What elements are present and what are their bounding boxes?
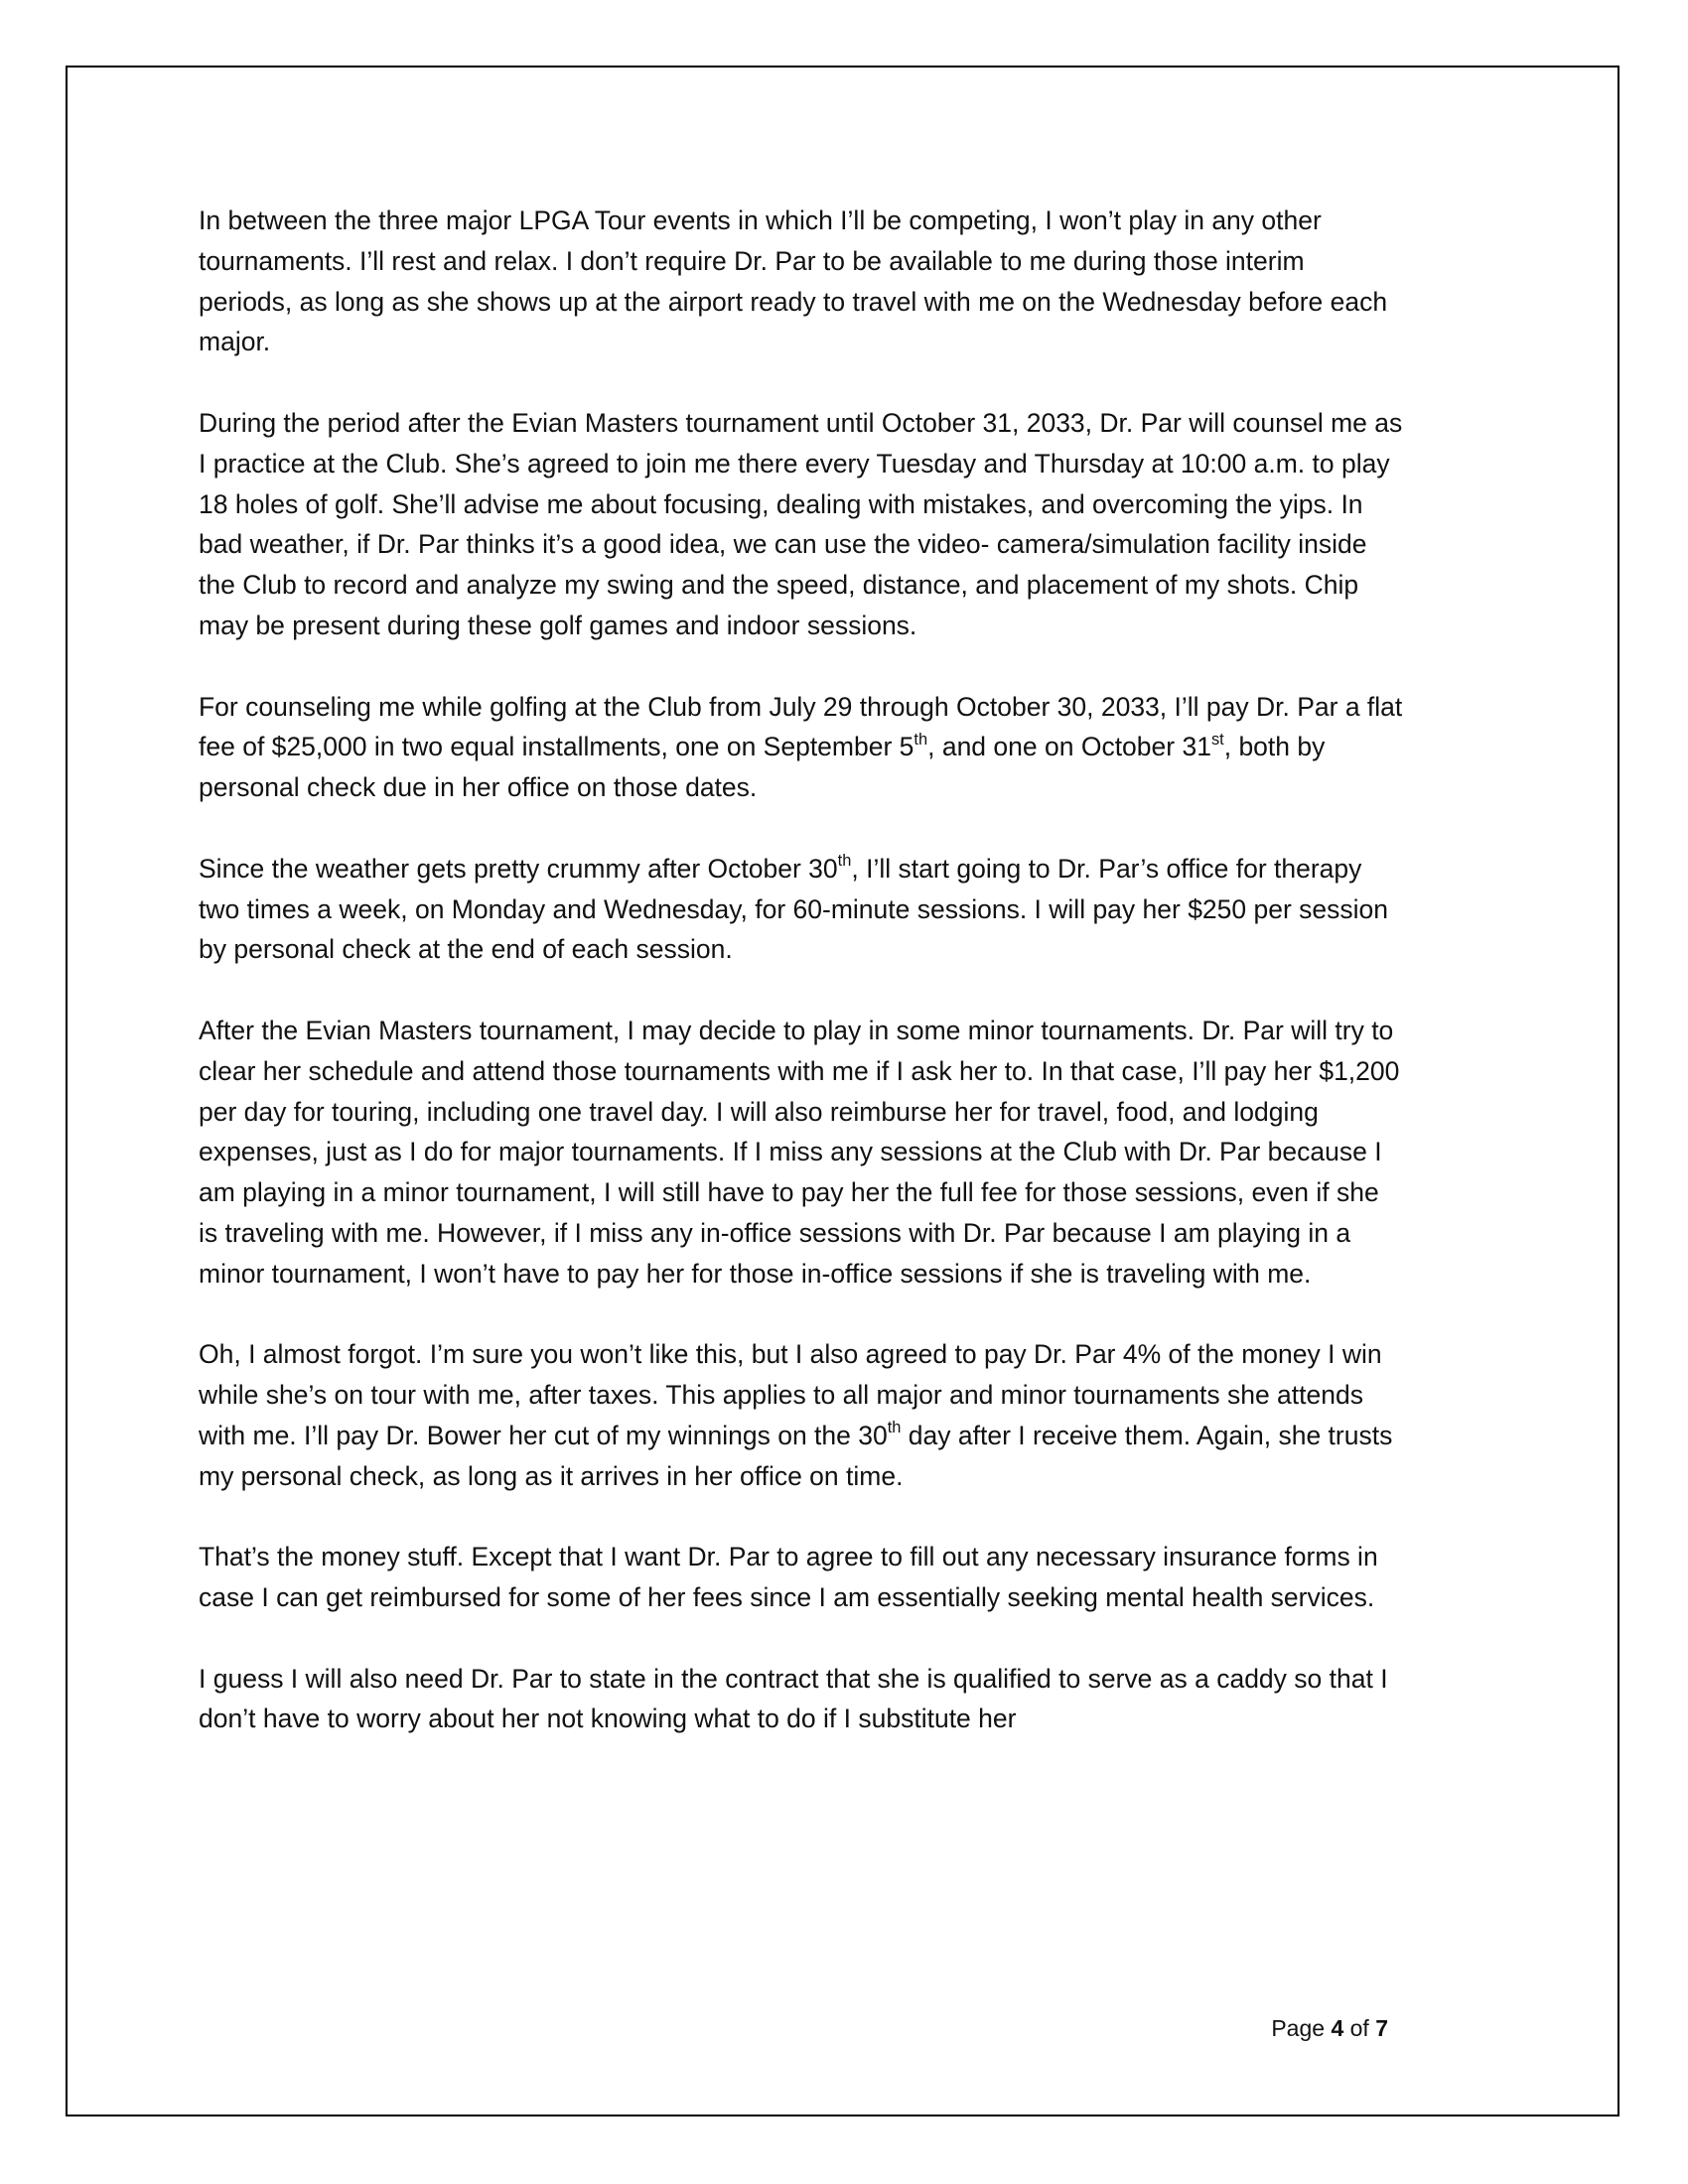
page-number xyxy=(1271,2013,1388,2043)
page-label: Page xyxy=(1271,2015,1326,2041)
ordinal-suffix: th xyxy=(837,852,852,871)
paragraph-4-text-a: Since the weather gets pretty crummy after October 30 xyxy=(199,853,838,884)
paragraph-3-text-c: , both by personal check due in her office on those dates. xyxy=(199,732,1326,803)
paragraph-6-text-b: day after I receive them. Again, she trusts my personal check, as long as it arrives in her office on time. xyxy=(199,1420,1393,1491)
paragraph-6-text-a: Oh, I almost forgot. I’m sure you won’t like this, but I also agreed to pay Dr. Par 4% of the money I win while she’s on tour with me, after taxes. This applies to all major and minor tournaments she attends with me. I’ll pay Dr. Bower her cut of my winnings on the 30 xyxy=(199,1339,1382,1450)
paragraph-4 xyxy=(199,849,1405,970)
paragraph-7: That’s the money stuff. Except that I want Dr. Par to agree to fill out any necessary insurance forms in case I can get reimbursed for some of her fees since I am essentially seeking mental health services. xyxy=(199,1542,1378,1613)
of-label: of xyxy=(1349,2015,1369,2041)
total-pages: 7 xyxy=(1375,2015,1388,2041)
paragraph-2: During the period after the Evian Masters tournament until October 31, 2033, Dr. Par will counsel me as I practice at the Club. She’s agreed to join me there every Tuesday and Thursday at 10:00 a.m. to play 18 holes of golf. She’ll advise me about focusing, dealing with mistakes, and overcoming the yips. In bad weather, if Dr. Par thinks it’s a good idea, we can use the video- camera/simulation facility inside the Club to record and analyze my swing and the speed, distance, and placement of my shots. Chip may be present during these golf games and indoor sessions. xyxy=(199,407,1403,640)
paragraph-5: After the Evian Masters tournament, I may decide to play in some minor tournaments. Dr. Par will try to clear her schedule and attend those tournaments with me if I ask her to. In that case, I’ll pay her $1,200 per day for touring, including one travel day. I will also reimburse her for travel, food, and lodging expenses, just as I do for major tournaments. If I miss any sessions at the Club with Dr. Par because I am playing in a minor tournament, I will still have to pay her the full fee for those sessions, even if she is traveling with me. However, if I miss any in-office sessions with Dr. Par because I am playing in a minor tournament, I won’t have to pay her for those in-office sessions if she is traveling with me. xyxy=(199,1015,1400,1289)
current-page: 4 xyxy=(1331,2015,1344,2041)
ordinal-suffix: th xyxy=(887,1419,902,1437)
paragraph-3-text-a: For counseling me while golfing at the Club from July 29 through October 30, 2033, I’ll pay Dr. Par a flat fee of $25,000 in two equal installments, one on September 5 xyxy=(199,691,1403,762)
document-body xyxy=(199,201,1405,1780)
ordinal-suffix: st xyxy=(1210,730,1224,749)
paragraph-3 xyxy=(199,687,1405,808)
paragraph-3-text-b: , and one on October 31 xyxy=(927,732,1211,762)
paragraph-6 xyxy=(199,1334,1405,1496)
ordinal-suffix: th xyxy=(914,730,928,749)
paragraph-8: I guess I will also need Dr. Par to state in the contract that she is qualified to serve as a caddy so that I don’t have to worry about her not knowing what to do if I substitute her xyxy=(199,1663,1388,1734)
paragraph-4-text-b: , I’ll start going to Dr. Par’s office for therapy two times a week, on Monday and Wednesday, for 60-minute sessions. I will pay her $250 per session by personal check at the end of each session. xyxy=(199,853,1389,965)
paragraph-1: In between the three major LPGA Tour events in which I’ll be competing, I won’t play in any other tournaments. I’ll rest and relax. I don’t require Dr. Par to be available to me during those interim periods, as long as she shows up at the airport ready to travel with me on the Wednesday before each major. xyxy=(199,205,1388,357)
